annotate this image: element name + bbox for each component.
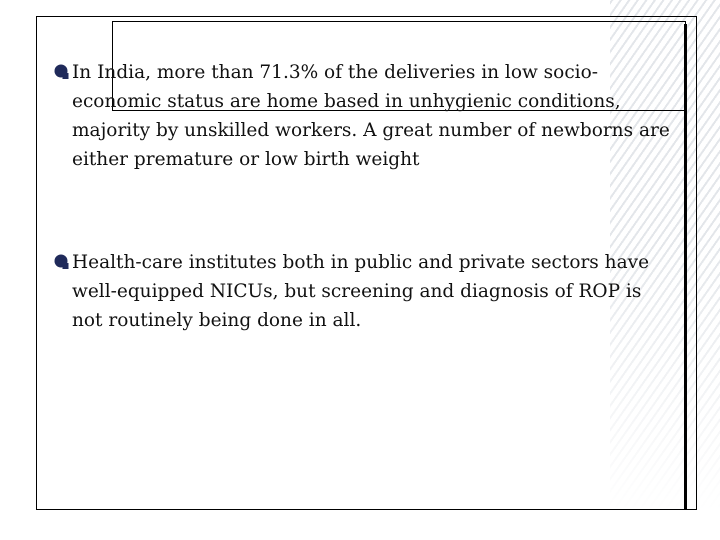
q-bullet-icon <box>54 64 69 79</box>
frame-right-bar <box>684 24 687 510</box>
bullet-item-deliveries <box>54 58 684 174</box>
q-bullet-icon <box>54 254 69 269</box>
bullet-text: Health-care institutes both in public and private sectors have well-equipped NICUs, but screening and diagnosis of ROP is not routinely being done in all. <box>72 252 650 331</box>
bullet-text: In India, more than 71.3% of the deliveries in low socio-economic status are home based in unhygienic conditions, majority by unskilled workers. A great number of newborns are either premature or low birth weight <box>72 62 670 170</box>
bullet-item-health-care <box>54 248 654 335</box>
